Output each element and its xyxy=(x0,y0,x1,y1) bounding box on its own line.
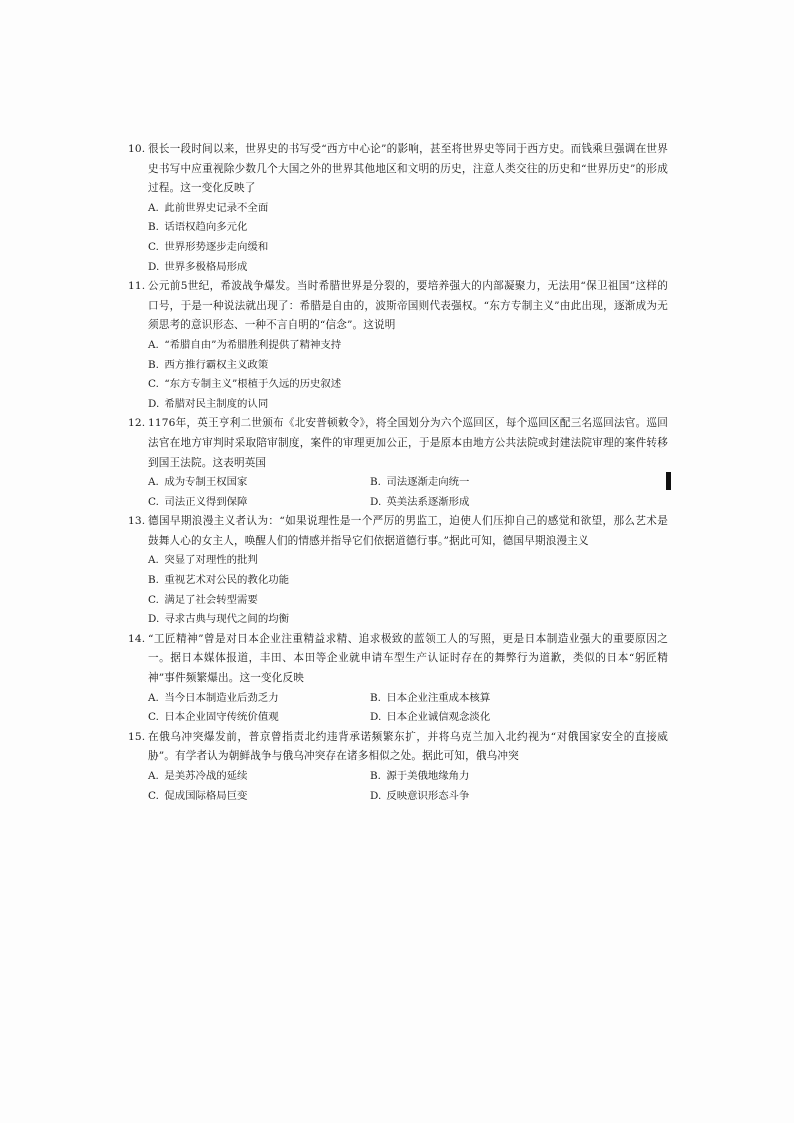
question-stem xyxy=(128,277,668,336)
option-letter: A. xyxy=(148,201,159,214)
answer-option xyxy=(148,199,668,219)
option-letter: A. xyxy=(148,338,159,351)
question-text: 1176年，英王亨利二世颁布《北安普顿敕令》，将全国划分为六个巡回区，每个巡回区配三名巡回法官。巡回法官在地方审判时采取陪审制度，案件的审理更加公正，于是原本由地方公共法院或封建法院审理的案件转移到国王法院。这表明英国 xyxy=(148,417,668,469)
option-letter: C. xyxy=(148,711,159,724)
answer-option xyxy=(370,689,668,709)
answer-options xyxy=(148,551,668,629)
answer-option xyxy=(370,708,668,728)
option-text: 话语权趋向多元化 xyxy=(164,221,248,234)
answer-option xyxy=(148,708,370,728)
question-text: 很长一段时间以来，世界史的书写受“西方中心论”的影响，甚至将世界史等同于西方史。而钱乘旦强调在世界史书写中应重视除少数几个大国之外的世界其他地区和文明的历史，注意人类交往的历史和“世界历史”的形成过程。这一变化反映了 xyxy=(148,143,668,195)
option-text: 寻求古典与现代之间的均衡 xyxy=(164,613,289,626)
answer-option xyxy=(148,218,668,238)
answer-options xyxy=(148,767,668,806)
option-letter: C. xyxy=(148,378,159,391)
option-letter: C. xyxy=(148,789,159,802)
option-text: 日本企业固守传统价值观 xyxy=(164,711,279,724)
option-letter: D. xyxy=(148,260,160,273)
option-text: 日本企业注重成本核算 xyxy=(386,691,491,704)
option-text: 当今日本制造业后劲乏力 xyxy=(164,691,279,704)
option-text: 希腊对民主制度的认同 xyxy=(164,397,269,410)
scan-margin-mark xyxy=(666,472,671,490)
question-stem xyxy=(128,140,668,199)
answer-option xyxy=(148,493,370,513)
question-list xyxy=(128,140,668,806)
option-text: 西方推行霸权主义政策 xyxy=(164,358,269,371)
question-12 xyxy=(128,414,668,512)
question-10 xyxy=(128,140,668,277)
option-text: “东方专制主义”根植于久远的历史叙述 xyxy=(164,378,342,391)
answer-option xyxy=(370,493,668,513)
option-text: 世界形势逐步走向缓和 xyxy=(164,240,269,253)
question-11 xyxy=(128,277,668,414)
answer-option xyxy=(148,258,668,278)
question-number: 10. xyxy=(128,143,146,155)
question-text: “工匠精神”曾是对日本企业注重精益求精、追求极致的蓝领工人的写照，更是日本制造业强大的重要原因之一。据日本媒体报道，丰田、本田等企业就申请车型生产认证时存在的舞弊行为道歉，类似的日本“躬匠精神”事件频繁爆出。这一变化反映 xyxy=(148,632,668,685)
option-text: 日本企业诚信观念淡化 xyxy=(386,711,491,724)
option-text: 此前世界史记录不全面 xyxy=(164,201,269,214)
option-text: 反映意识形态斗争 xyxy=(386,789,470,802)
option-letter: B. xyxy=(370,691,381,704)
answer-options xyxy=(148,473,668,512)
answer-option xyxy=(148,571,668,591)
option-text: 成为专制王权国家 xyxy=(164,476,248,489)
option-letter: B. xyxy=(148,574,159,587)
option-letter: C. xyxy=(148,593,159,606)
option-letter: B. xyxy=(370,476,381,489)
option-text: 世界多极格局形成 xyxy=(164,260,248,273)
option-letter: B. xyxy=(148,358,159,371)
answer-option xyxy=(148,610,668,630)
option-text: 英美法系逐渐形成 xyxy=(386,495,470,508)
option-letter: A. xyxy=(148,770,159,782)
option-letter: D. xyxy=(370,711,382,724)
option-letter: C. xyxy=(148,240,159,253)
question-stem xyxy=(128,728,668,767)
answer-options xyxy=(148,199,668,277)
option-text: 司法正义得到保障 xyxy=(164,495,248,508)
option-text: “希腊自由”为希腊胜利提供了精神支持 xyxy=(164,338,342,351)
answer-option xyxy=(370,473,668,493)
question-text: 德国早期浪漫主义者认为：“如果说理性是一个严厉的男监工，迫使人们压抑自己的感觉和欲望，那么艺术是鼓舞人心的女主人，唤醒人们的情感并指导它们依据道德行事。”据此可知，德国早期浪漫主义 xyxy=(148,515,668,547)
answer-options xyxy=(148,336,668,414)
option-text: 源于美俄地缘角力 xyxy=(386,770,470,782)
answer-option xyxy=(148,375,668,395)
answer-option xyxy=(148,473,370,493)
question-13 xyxy=(128,512,668,630)
option-text: 是美苏冷战的延续 xyxy=(164,770,248,782)
answer-option xyxy=(148,689,370,709)
question-number: 12. xyxy=(128,417,146,430)
option-text: 重视艺术对公民的教化功能 xyxy=(164,574,289,587)
question-number: 15. xyxy=(128,730,146,743)
answer-option xyxy=(370,767,668,787)
option-letter: D. xyxy=(370,789,382,802)
answer-option xyxy=(148,591,668,611)
answer-option xyxy=(148,551,668,571)
option-text: 促成国际格局巨变 xyxy=(164,789,248,802)
option-text: 突显了对理性的批判 xyxy=(164,554,258,567)
answer-option xyxy=(148,356,668,376)
option-letter: A. xyxy=(148,691,159,704)
option-letter: C. xyxy=(148,495,159,508)
question-stem xyxy=(128,630,668,689)
answer-options xyxy=(148,689,668,728)
answer-option xyxy=(148,395,668,415)
question-15 xyxy=(128,728,668,806)
question-number: 13. xyxy=(128,515,146,528)
question-14 xyxy=(128,630,668,728)
answer-option xyxy=(148,336,668,356)
question-text: 公元前5世纪，希波战争爆发。当时希腊世界是分裂的，要培养强大的内部凝聚力，无法用“保卫祖国”这样的口号，于是一种说法就出现了：希腊是自由的，波斯帝国则代表强权。“东方专制主义”由此出现，逐渐成为无须思考的意识形态、一种不言自明的“信念”。这说明 xyxy=(148,280,668,332)
option-letter: B. xyxy=(370,770,381,782)
question-stem xyxy=(128,414,668,473)
question-number: 14. xyxy=(128,632,146,645)
option-letter: D. xyxy=(148,397,160,410)
answer-option xyxy=(148,238,668,258)
question-number: 11. xyxy=(128,280,146,293)
answer-option xyxy=(148,787,370,807)
option-letter: B. xyxy=(148,221,159,234)
question-text: 在俄乌冲突爆发前，普京曾指责北约违背承诺频繁东扩，并将乌克兰加入北约视为“对俄国家安全的直接威胁”。有学者认为朝鲜战争与俄乌冲突存在诸多相似之处。据此可知，俄乌冲突 xyxy=(148,730,668,763)
option-letter: A. xyxy=(148,476,159,489)
option-letter: D. xyxy=(148,613,160,626)
option-letter: D. xyxy=(370,495,382,508)
answer-option xyxy=(370,787,668,807)
answer-option xyxy=(148,767,370,787)
option-text: 满足了社会转型需要 xyxy=(164,593,258,606)
option-text: 司法逐渐走向统一 xyxy=(386,476,470,489)
option-letter: A. xyxy=(148,554,159,567)
question-stem xyxy=(128,512,668,551)
